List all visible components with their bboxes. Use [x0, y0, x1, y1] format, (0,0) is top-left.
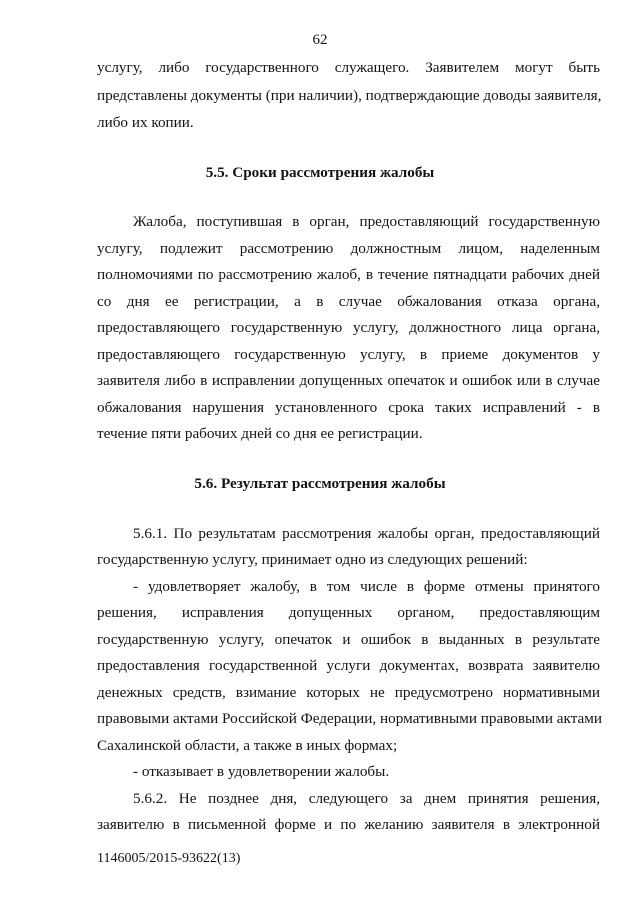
text-line: обжалования нарушения установленного срока таких исправлений - в — [97, 399, 600, 416]
text-line: полномочиями по рассмотрению жалоб, в течение пятнадцати рабочих дней — [97, 266, 600, 283]
document-code: 1146005/2015-93622(13) — [97, 851, 241, 866]
text-line: предоставляющего государственную услугу, в приеме документов у — [97, 346, 600, 363]
text-line: государственную услугу, принимает одно из следующих решений: — [97, 551, 528, 568]
text-line: 5.6.2. Не позднее дня, следующего за днем принятия решения, — [133, 790, 600, 807]
text-line: заявителю в письменной форме и по желанию заявителя в электронной — [97, 816, 600, 833]
text-line: услугу, подлежит рассмотрению должностным лицом, наделенным — [97, 240, 600, 257]
text-line: заявителя либо в исправлении допущенных опечаток и ошибок или в случае — [97, 372, 600, 389]
section-heading: 5.6. Результат рассмотрения жалобы — [194, 475, 446, 492]
text-line: денежных средств, взимание которых не предусмотрено нормативными — [97, 684, 600, 701]
text-line: - отказывает в удовлетворении жалобы. — [133, 763, 390, 780]
text-line: правовыми актами Российской Федерации, нормативными правовыми актами — [97, 710, 603, 727]
text-line: - удовлетворяет жалобу, в том числе в форме отмены принятого — [133, 578, 600, 595]
text-line: представлены документы (при наличии), подтверждающие доводы заявителя, — [97, 87, 602, 104]
page-number: 62 — [312, 32, 328, 48]
text-line: решения, исправления допущенных органом, предоставляющим — [97, 604, 600, 621]
text-line: Сахалинской области, а также в иных формах; — [97, 737, 398, 754]
text-line: Жалоба, поступившая в орган, предоставляющий государственную — [133, 213, 600, 230]
section-heading: 5.5. Сроки рассмотрения жалобы — [205, 164, 435, 181]
text-line: течение пяти рабочих дней со дня ее регистрации. — [97, 425, 423, 442]
text-line: либо их копии. — [97, 114, 194, 131]
text-line: со дня ее регистрации, а в случае обжалования отказа органа, — [97, 293, 600, 310]
text-line: предоставления государственной услуги документах, возврата заявителю — [97, 657, 600, 674]
text-line: услугу, либо государственного служащего. Заявителем могут быть — [97, 59, 600, 76]
text-line: государственную услугу, опечаток и ошибок в выданных в результате — [97, 631, 600, 648]
text-line: предоставляющего государственную услугу, должностного лица органа, — [97, 319, 600, 336]
text-line: 5.6.1. По результатам рассмотрения жалобы орган, предоставляющий — [133, 525, 600, 542]
